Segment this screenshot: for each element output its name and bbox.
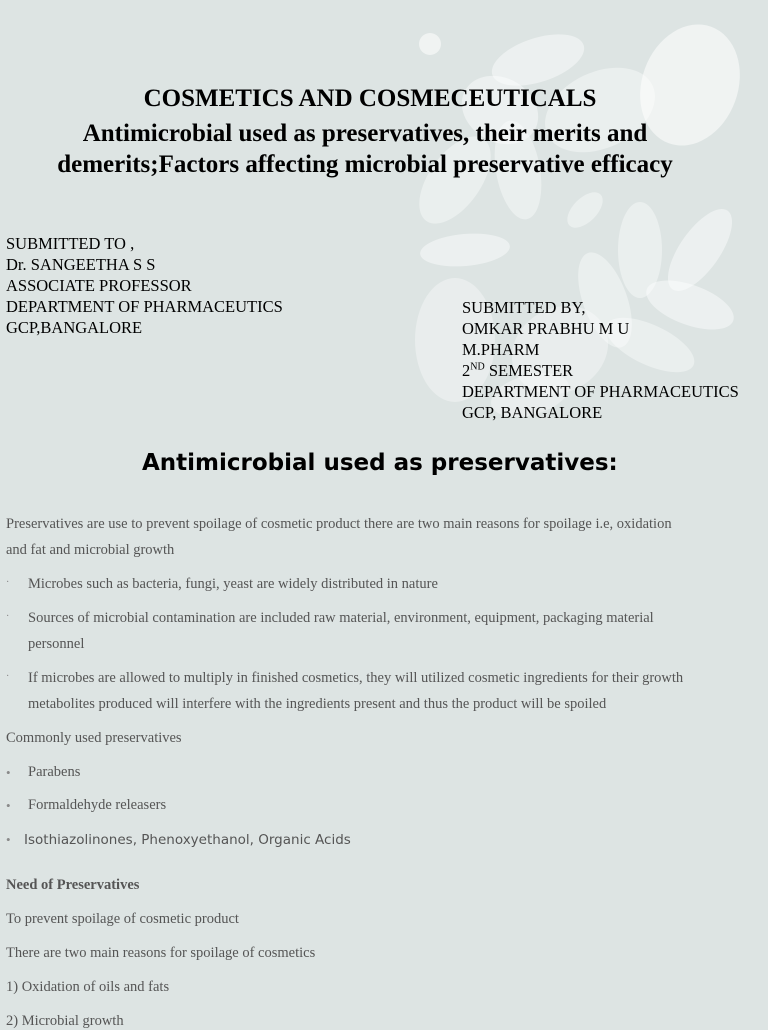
- common-item-1: Parabens: [28, 764, 81, 780]
- title-line-2b: demerits;Factors affecting microbial preservative efficacy: [57, 151, 673, 178]
- submitted-by-course: M.PHARM: [462, 340, 540, 359]
- submitted-to-department: DEPARTMENT OF PHARMACEUTICS: [6, 297, 283, 316]
- title-line-1: COSMETICS AND COSMECEUTICALS: [143, 85, 597, 112]
- point-2-line-2: personnel: [28, 636, 85, 652]
- submitted-by-semester: [462, 360, 739, 381]
- submitted-to-college: GCP,BANGALORE: [6, 318, 143, 337]
- title-line-2: [0, 118, 730, 180]
- submitted-to-block: [6, 233, 283, 338]
- title-line-2a: Antimicrobial used as preservatives, their merits and: [82, 120, 648, 147]
- semester-label: SEMESTER: [484, 361, 574, 380]
- bullet-icon: ·: [6, 611, 10, 622]
- bullet-dot-icon: •: [6, 798, 11, 813]
- common-item-3: Isothiazolinones, Phenoxyethanol, Organic Acids: [24, 832, 351, 848]
- need-line-3: 1) Oxidation of oils and fats: [6, 979, 170, 995]
- need-heading: Need of Preservatives: [6, 877, 140, 893]
- semester-number: 2: [462, 361, 471, 380]
- point-3-line-2: metabolites produced will interfere with the ingredients present and thus the product will be spoiled: [28, 696, 607, 712]
- intro-line-1: Preservatives are use to prevent spoilage of cosmetic product there are two main reasons for spoilage i.e, oxidation: [6, 516, 672, 532]
- point-3-line-1: If microbes are allowed to multiply in finished cosmetics, they will utilized cosmetic ingredients for their growth: [28, 670, 684, 686]
- submitted-by-heading: SUBMITTED BY,: [462, 298, 586, 317]
- bullet-icon: ·: [6, 671, 10, 682]
- submitted-by-name: OMKAR PRABHU M U: [462, 319, 630, 338]
- submitted-by-college: GCP, BANGALORE: [462, 403, 603, 422]
- bullet-dot-icon: •: [6, 832, 11, 847]
- intro-line-2: and fat and microbial growth: [6, 542, 175, 558]
- need-line-1: To prevent spoilage of cosmetic product: [6, 911, 239, 927]
- submitted-to-position: ASSOCIATE PROFESSOR: [6, 276, 192, 295]
- submitted-to-heading: SUBMITTED TO ,: [6, 234, 135, 253]
- submitted-by-block: [462, 297, 739, 423]
- semester-suffix: ND: [470, 361, 485, 373]
- submitted-to-name: Dr. SANGEETHA S S: [6, 255, 156, 274]
- submitted-by-department: DEPARTMENT OF PHARMACEUTICS: [462, 382, 739, 401]
- point-1: Microbes such as bacteria, fungi, yeast are widely distributed in nature: [28, 576, 438, 592]
- need-line-2: There are two main reasons for spoilage of cosmetics: [6, 945, 316, 961]
- common-item-2: Formaldehyde releasers: [28, 797, 167, 813]
- need-line-4: 2) Microbial growth: [6, 1013, 124, 1029]
- section-heading: Antimicrobial used as preservatives:: [142, 450, 618, 476]
- bullet-icon: ·: [6, 577, 10, 588]
- point-2-line-1: Sources of microbial contamination are included raw material, environment, equipment, packaging material: [28, 610, 654, 626]
- bullet-dot-icon: •: [6, 765, 11, 780]
- common-heading: Commonly used preservatives: [6, 730, 182, 746]
